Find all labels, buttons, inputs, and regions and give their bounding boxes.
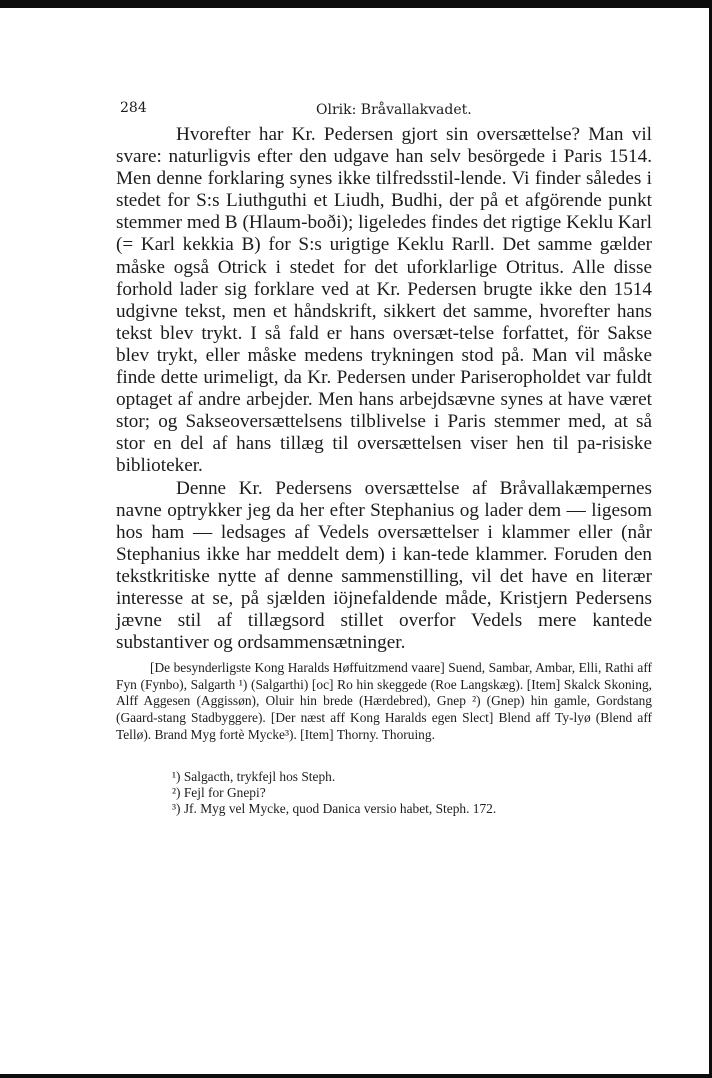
footnote-marker: ³): [172, 801, 181, 817]
scan-border-bottom: [0, 1074, 712, 1078]
footnote-text: Fejl for Gnepi?: [183, 784, 266, 800]
footnote-marker: ¹): [172, 768, 181, 784]
book-page: [116, 98, 652, 817]
footnote-marker: ²): [172, 784, 181, 800]
quoted-name-list: [De besynderligste Kong Haralds Høffuitzmend vaare] Suend, Sambar, Ambar, Elli, Rathi aff Fyn (Fynbo), Salgarth ¹) (Salgarthi) [oc] Ro hin skeggede (Roe Langskæg). [Item] Skalck Skoning, Alff Aggesen (Aggissøn), Oluir hin brede (Hærdebred), Gnep ²) (Gnep) hin gamle, Gordstang (Gaard-stang Stadbyggere). [Der næst aff Kong Haralds egen Slect] Blend aff Ty-lyø (Blend aff Tellø). Brand Myg fortè Mycke³). [Item] Thorny. Thoruing.: [116, 660, 652, 742]
footnote-3: [172, 801, 652, 817]
running-title: Olrik: Bråvallakvadet.: [316, 102, 472, 118]
footnotes: [172, 769, 652, 818]
footnote-2: [172, 785, 652, 801]
page-number: 284: [120, 100, 147, 116]
footnote-1: [172, 769, 652, 785]
footnote-text: Salgacth, trykfejl hos Steph.: [183, 768, 336, 784]
paragraph-1: Hvorefter har Kr. Pedersen gjort sin oversættelse? Man vil svare: naturligvis efter den udgave han selv besörgede i Paris 1514. Men denne forklaring synes ikke tilfredsstil-lende. Vi finder således i stedet for S:s Liuthguthi et Liudh, Budhi, der på et afgörende punkt stemmer med B (Hlaum-boði); ligeledes findes det rigtige Keklu Karl (= Karl kekkia B) for S:s urigtige Keklu Rarll. Det samme gælder måske også Otrick i stedet for det uforklarlige Otritus. Alle disse forhold lader sig forklare ved at Kr. Pedersen brugte ikke den 1514 udgivne tekst, men et håndskrift, sikkert det samme, hvorefter hans tekst blev trykt. I så fald er hans oversæt-telse forfattet, för Sakse blev trykt, eller måske medens trykningen stod på. Man vil måske finde dette urimeligt, da Kr. Pedersen under Pariseropholdet var fuldt optaget af andre arbejder. Men hans arbejdsævne synes at have været stor; og Sakseoversættelsens tilblivelse i Paris stemmer med, at så stor en del af hans tillæg til oversættelsen viser hen til pa-risiske biblioteker.: [116, 124, 652, 477]
running-head: [116, 98, 652, 124]
paragraph-2: Denne Kr. Pedersens oversættelse af Bråvallakæmpernes navne optrykker jeg da her efter Stephanius og lader dem — ligesom hos ham — ledsages af Vedels oversættelser i klammer eller (når Stephanius ikke har meddelt dem) i kan-tede klammer. Foruden den tekstkritiske nytte af denne sammenstilling, vil det have en literær interesse at se, på sjælden iöjnefaldende måde, Kristjern Pedersens jævne stil af tillægsord stillet overfor Vedels mere kantede substantiver og ordsammensætninger.: [116, 477, 652, 654]
footnote-spacer: [116, 757, 652, 769]
scan-border-top: [0, 0, 712, 8]
footnote-text: Jf. Myg vel Mycke, quod Danica versio habet, Steph. 172.: [183, 801, 497, 817]
main-text: [116, 124, 652, 654]
